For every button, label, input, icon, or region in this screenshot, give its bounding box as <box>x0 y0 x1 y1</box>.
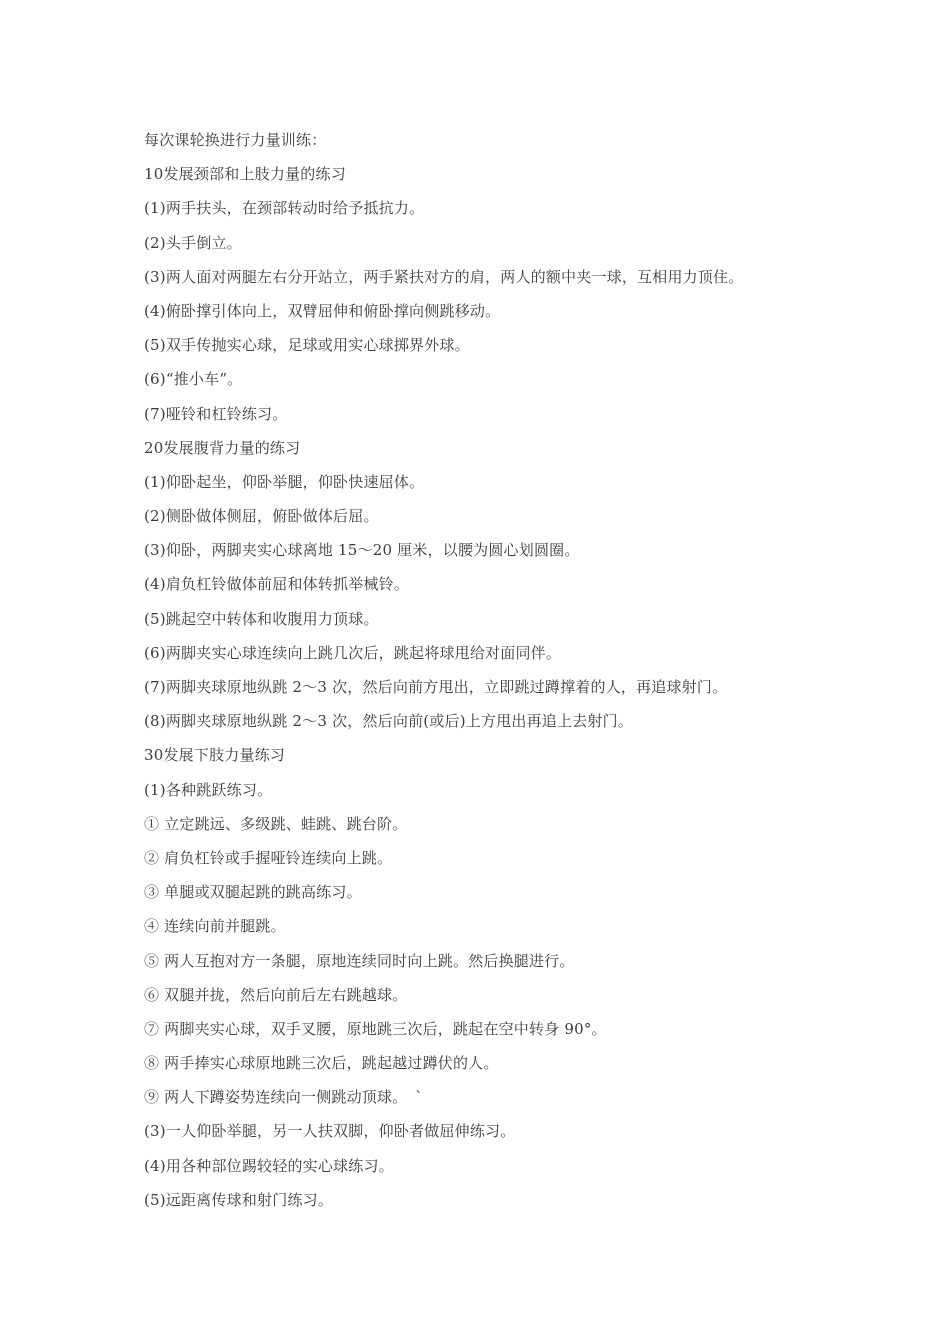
sub-list-item: ⑥ 双腿并拢，然后向前后左右跳越球。 <box>144 985 408 1004</box>
list-item: (7)哑铃和杠铃练习。 <box>144 404 288 423</box>
sub-list-item: ⑧ 两手捧实心球原地跳三次后，跳起越过蹲伏的人。 <box>144 1054 499 1073</box>
list-item: (1)两手扶头，在颈部转动时给予抵抗力。 <box>144 199 425 218</box>
list-item: (6)两脚夹实心球连续向上跳几次后，跳起将球甩给对面同伴。 <box>144 643 562 662</box>
sub-list-item: ⑦ 两脚夹实心球，双手叉腰，原地跳三次后，跳起在空中转身 90°。 <box>144 1019 607 1038</box>
section-heading-core: 20发展腹背力量的练习 <box>144 438 301 457</box>
list-item: (4)肩负杠铃做体前屈和体转抓举械铃。 <box>144 575 410 594</box>
sub-list-item: ③ 单腿或双腿起跳的跳高练习。 <box>144 883 362 902</box>
list-item: (2)侧卧做体侧屈，俯卧做体后屈。 <box>144 507 379 526</box>
document-body <box>144 123 904 1217</box>
section-heading-upper-body: 10发展颈部和上肢力量的练习 <box>144 165 346 184</box>
list-item: (1)各种跳跃练习。 <box>144 780 273 799</box>
list-item: (3)一人仰卧举腿，另一人扶双脚，仰卧者做屈伸练习。 <box>144 1122 516 1141</box>
list-item: (3)两人面对两腿左右分开站立，两手紧扶对方的肩，两人的额中夹一球，互相用力顶住。 <box>144 267 744 286</box>
list-item: (2)头手倒立。 <box>144 233 242 252</box>
list-item: (1)仰卧起坐，仰卧举腿，仰卧快速屈体。 <box>144 472 425 491</box>
list-item: (6)“推小车”。 <box>144 370 243 389</box>
sub-list-item: ④ 连续向前并腿跳。 <box>144 917 286 936</box>
sub-list-item: ⑨ 两人下蹲姿势连续向一侧跳动顶球。 ` <box>144 1088 423 1107</box>
list-item: (5)跳起空中转体和收腹用力顶球。 <box>144 609 379 628</box>
list-item: (4)用各种部位踢较轻的实心球练习。 <box>144 1156 394 1175</box>
intro-line: 每次课轮换进行力量训练： <box>144 131 327 149</box>
list-item: (4)俯卧撑引体向上，双臂屈伸和俯卧撑向侧跳移动。 <box>144 301 501 320</box>
sub-list-item: ① 立定跳远、多级跳、蛙跳、跳台阶。 <box>144 814 408 833</box>
list-item: (5)双手传抛实心球，足球或用实心球掷界外球。 <box>144 336 470 355</box>
sub-list-item: ② 肩负杠铃或手握哑铃连续向上跳。 <box>144 848 393 867</box>
list-item: (5)远距离传球和射门练习。 <box>144 1190 334 1209</box>
list-item: (7)两脚夹球原地纵跳 2～3 次，然后向前方甩出，立即跳过蹲撑着的人，再追球射门。 <box>144 678 728 696</box>
list-item: (8)两脚夹球原地纵跳 2～3 次，然后向前(或后)上方甩出再追上去射门。 <box>144 712 633 731</box>
list-item: (3)仰卧，两脚夹实心球离地 15～20 厘米，以腰为圆心划圆圈。 <box>144 541 580 560</box>
section-heading-lower-body: 30发展下肢力量练习 <box>144 746 286 765</box>
sub-list-item: ⑤ 两人互抱对方一条腿，原地连续同时向上跳。然后换腿进行。 <box>144 951 575 970</box>
